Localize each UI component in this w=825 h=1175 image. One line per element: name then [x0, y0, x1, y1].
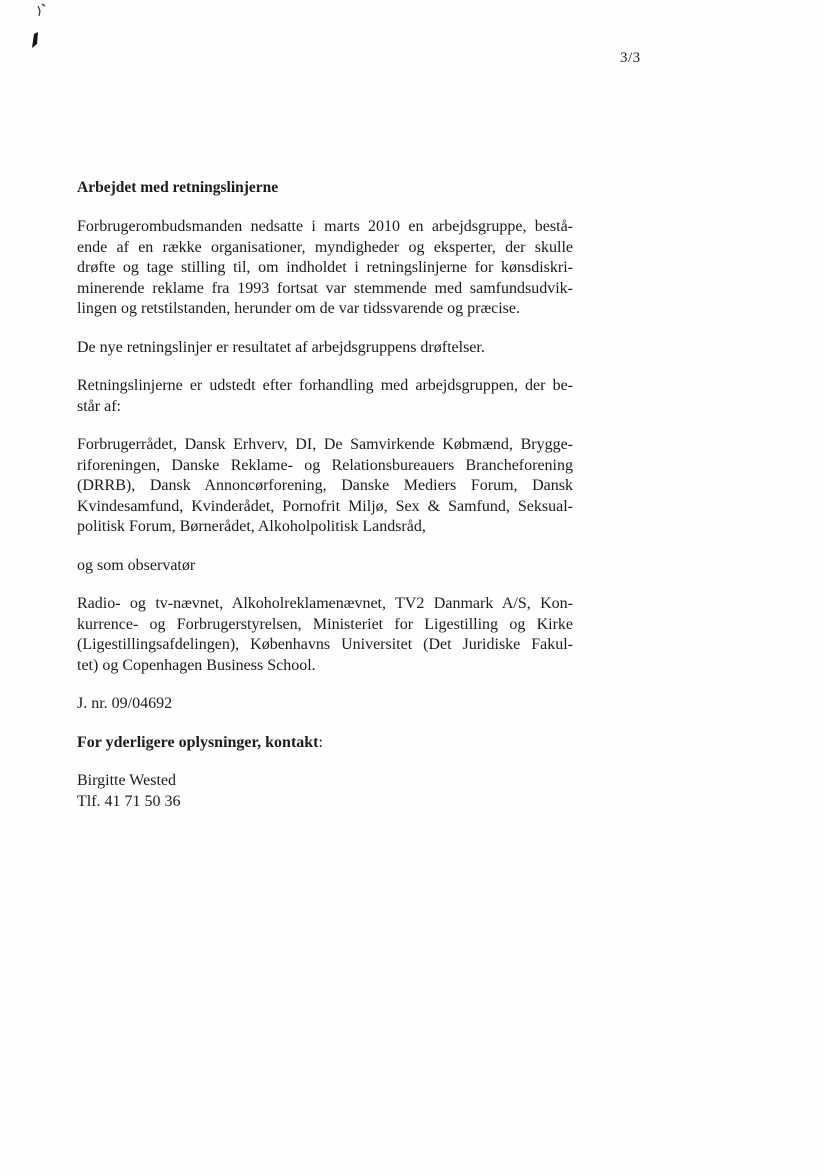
text-line: riforeningen, Danske Reklame- og Relationsbureauers Brancheforening	[77, 456, 573, 474]
paragraph-observers	[77, 594, 573, 676]
contact-phone: Tlf. 41 71 50 36	[77, 792, 181, 810]
text-line: drøfte og tage stilling til, om indholdet i retningslinjerne for kønsdiskri-	[77, 259, 573, 276]
text-line: ende af en række organisationer, myndigheder og eksperter, der skulle	[77, 238, 573, 256]
contact-heading-colon: :	[318, 733, 323, 751]
paragraph-result: De nye retningslinjer er resultatet af arbejdsgruppens drøftelser.	[77, 338, 485, 356]
contact-heading-text: For yderligere oplysninger, kontakt	[77, 733, 319, 751]
text-line: Forbrugerrådet, Dansk Erhverv, DI, De Samvirkende Købmænd, Brygge-	[77, 436, 573, 453]
paragraph-negotiation	[77, 376, 573, 417]
text-line: lingen og retstilstanden, herunder om de var tidssvarende og præcise.	[77, 300, 520, 317]
page-number: 3/3	[620, 50, 641, 66]
text-line: står af:	[77, 397, 121, 415]
paragraph-members	[77, 435, 573, 538]
contact-heading	[77, 733, 573, 754]
scan-artifact-mark	[18, 2, 58, 62]
text-line: tet) og Copenhagen Business School.	[77, 656, 316, 674]
contact-name: Birgitte Wested	[77, 772, 176, 789]
journal-number: J. nr. 09/04692	[77, 695, 173, 712]
text-line: minerende reklame fra 1993 fortsat var stemmende med samfundsudvik-	[77, 279, 573, 297]
text-line: (Ligestillingsafdelingen), Københavns Universitet (Det Juridiske Fakul-	[77, 636, 573, 653]
document-body	[77, 178, 573, 812]
text-line: politisk Forum, Børnerådet, Alkoholpolitisk Landsråd,	[77, 518, 426, 535]
text-line: Forbrugerombudsmanden nedsatte i marts 2010 en arbejdsgruppe, bestå-	[77, 218, 573, 235]
text-line: Retningslinjerne er udstedt efter forhandling med arbejdsgruppen, der be-	[77, 377, 573, 394]
section-heading: Arbejdet med retningslinjerne	[77, 179, 279, 196]
paragraph-working-group	[77, 217, 573, 320]
text-line: kurrence- og Forbrugerstyrelsen, Ministeriet for Ligestilling og Kirke	[77, 615, 573, 633]
paragraph-observer-intro: og som observatør	[77, 556, 196, 574]
text-line: Radio- og tv-nævnet, Alkoholreklamenævnet, TV2 Danmark A/S, Kon-	[77, 595, 573, 612]
text-line: Kvindesamfund, Kvinderådet, Pornofrit Miljø, Sex & Samfund, Seksual-	[77, 497, 573, 515]
text-line: (DRRB), Dansk Annoncørforening, Danske Mediers Forum, Dansk	[77, 477, 573, 494]
